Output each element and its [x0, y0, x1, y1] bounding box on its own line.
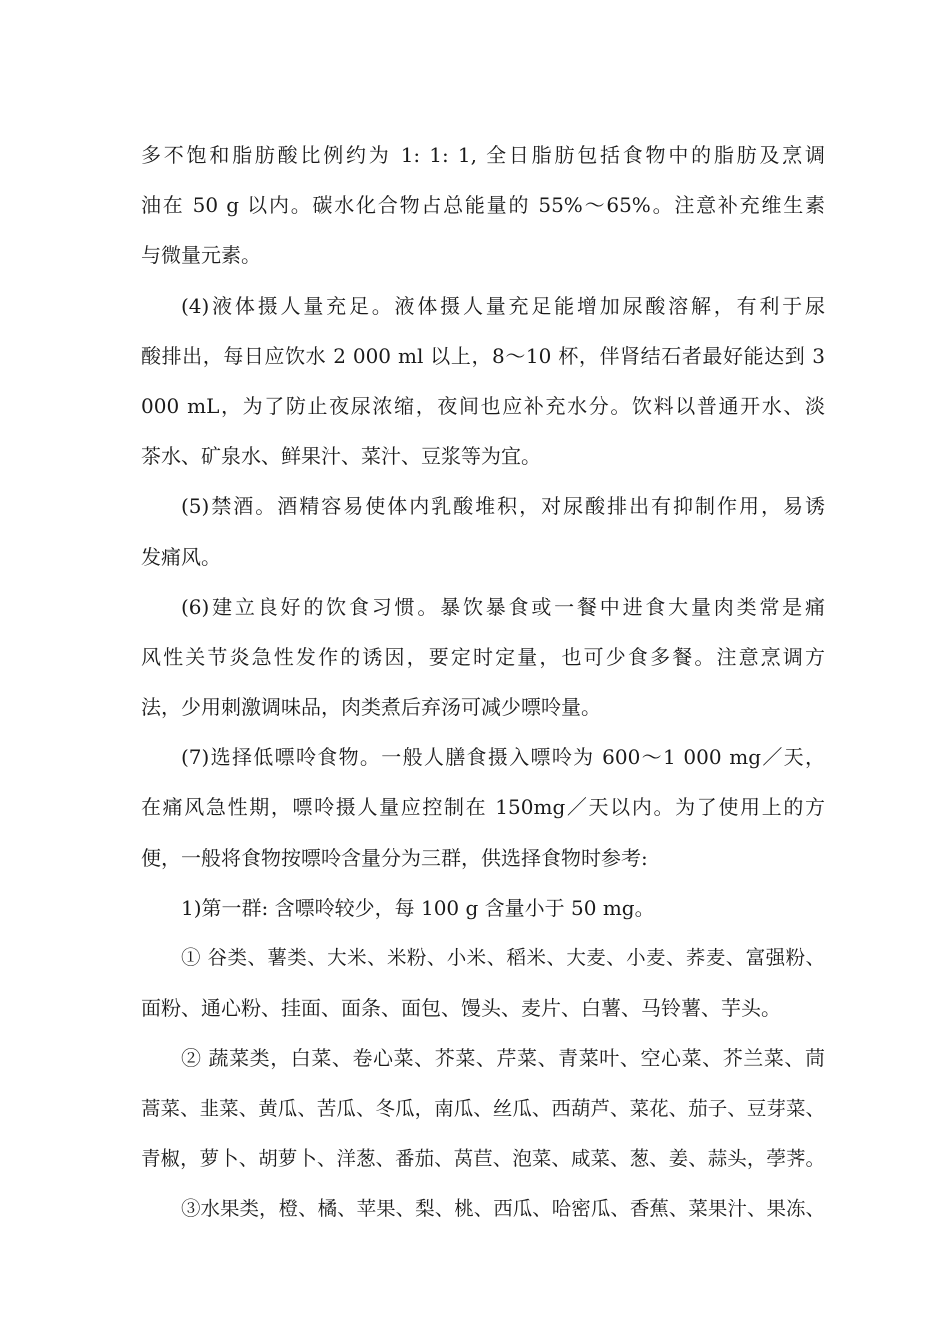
- text-line: (4)液体摄人量充足。液体摄人量充足能增加尿酸溶解，有利于尿: [181, 293, 825, 318]
- text-line: ② 蔬菜类，白菜、卷心菜、芥菜、芹菜、青菜叶、空心菜、芥兰菜、茼: [181, 1046, 825, 1071]
- text-line: 酸排出，每日应饮水 2 000 ml 以上，8～10 杯，伴肾结石者最好能达到 3: [141, 343, 825, 368]
- text-line: (5)禁酒。酒精容易使体内乳酸堆积，对尿酸排出有抑制作用，易诱: [181, 494, 825, 519]
- text-line: 油在 50 g 以内。碳水化合物占总能量的 55%～65%。注意补充维生素: [141, 193, 825, 218]
- text-line: ① 谷类、薯类、大米、米粉、小米、稻米、大麦、小麦、荞麦、富强粉、: [181, 946, 825, 969]
- text-line: 茶水、矿泉水、鲜果汁、菜汁、豆浆等为宜。: [141, 444, 541, 469]
- text-line: 1)第一群: 含嘌呤较少，每 100 g 含量小于 50 mg。: [181, 895, 655, 920]
- text-line: 000 mL，为了防止夜尿浓缩，夜间也应补充水分。饮料以普通开水、淡: [141, 393, 825, 418]
- text-line: 法，少用刺激调味品，肉类煮后弃汤可减少嘌呤量。: [141, 695, 601, 720]
- text-line: 蒿菜、韭菜、黄瓜、苦瓜、冬瓜，南瓜、丝瓜、西葫芦、菜花、茄子、豆芽菜、: [141, 1096, 825, 1120]
- text-line: 风性关节炎急性发作的诱因，要定时定量，也可少食多餐。注意烹调方: [141, 644, 825, 669]
- text-line: 面粉、通心粉、挂面、面条、面包、馒头、麦片、白薯、马铃薯、芋头。: [141, 996, 781, 1021]
- body-text: [141, 130, 825, 1234]
- text-line: 多不饱和脂肪酸比例约为 1: 1: 1, 全日脂肪包括食物中的脂肪及烹调: [141, 143, 825, 167]
- text-line: ③水果类，橙、橘、苹果、梨、桃、西瓜、哈密瓜、香蕉、菜果汁、果冻、: [181, 1196, 825, 1220]
- text-line: 与微量元素。: [141, 243, 261, 268]
- text-line: (6)建立良好的饮食习惯。暴饮暴食或一餐中进食大量肉类常是痛: [181, 594, 825, 619]
- text-line: (7)选择低嘌呤食物。一般人膳食摄入嘌呤为 600～1 000 mg／天，: [181, 745, 825, 770]
- text-line: 青椒，萝卜、胡萝卜、洋葱、番茄、莴苣、泡菜、咸菜、葱、姜、蒜头，荸荠。: [141, 1146, 825, 1170]
- text-line: 便，一般将食物按嘌呤含量分为三群，供选择食物时参考:: [141, 845, 648, 870]
- text-line: 在痛风急性期，嘌呤摄人量应控制在 150mg／天以内。为了使用上的方: [141, 795, 825, 820]
- text-line: 发痛风。: [141, 544, 221, 569]
